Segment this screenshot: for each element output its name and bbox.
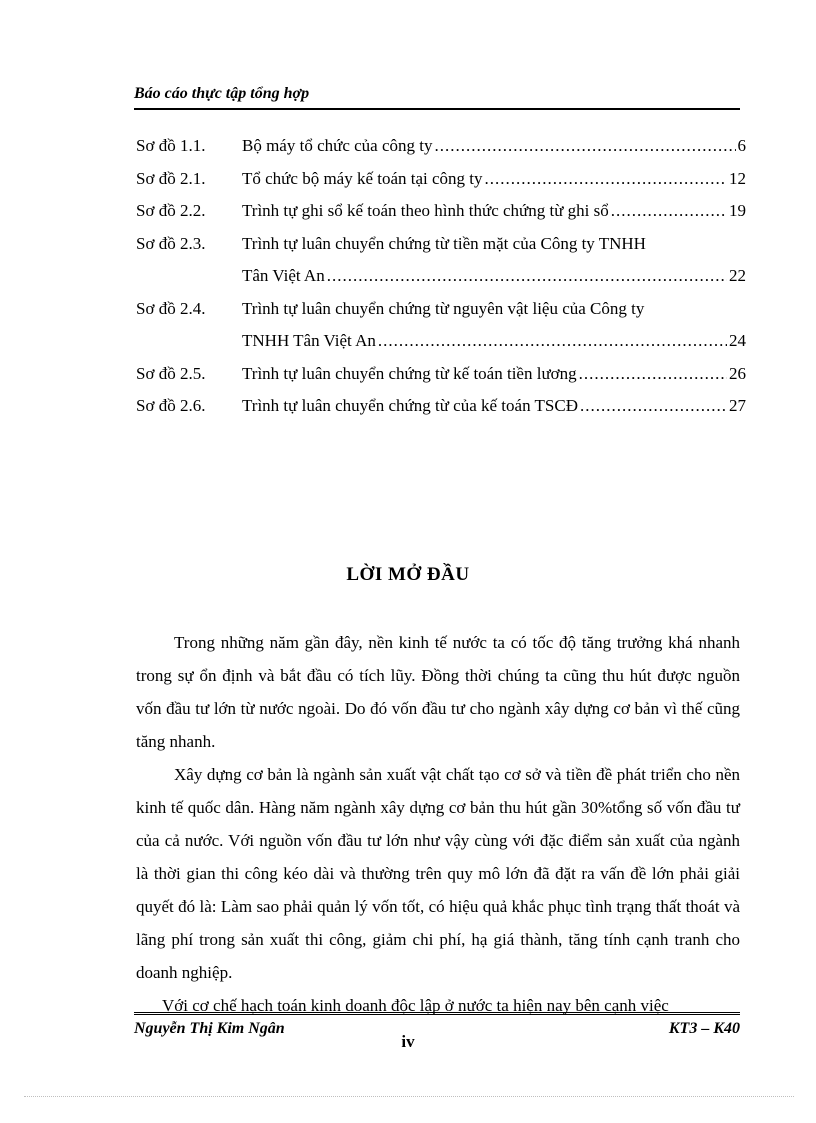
toc-leader-dots	[327, 260, 727, 293]
toc-entry-1-1[interactable]	[136, 130, 746, 163]
toc-entry-label: Sơ đồ 2.5.	[136, 363, 206, 383]
toc-entry-page: 22	[729, 266, 746, 285]
toc-entry-page: 19	[729, 201, 746, 220]
toc-entry-title: Trình tự luân chuyển chứng từ tiền mặt của Công ty TNHH	[242, 233, 646, 253]
page-bottom-divider	[24, 1096, 794, 1097]
toc-entry-2-5[interactable]	[136, 358, 746, 391]
toc-leader-dots	[378, 325, 727, 358]
toc-entry-label: Sơ đồ 2.3.	[136, 233, 206, 253]
toc-entry-2-4[interactable]	[136, 293, 746, 358]
toc-entry-title: Trình tự ghi sổ kế toán theo hình thức chứng từ ghi sổ	[242, 201, 609, 220]
toc-entry-title-continued: TNHH Tân Việt An	[242, 331, 376, 350]
toc-entry-2-3[interactable]	[136, 228, 746, 293]
paragraph: Trong những năm gần đây, nền kinh tế nước ta có tốc độ tăng trưởng khá nhanh trong sự ổn định và bắt đầu có tích lũy. Đồng thời chúng ta cũng thu hút được nguồn vốn đầu tư lớn từ nước ngoài. Do đó vốn đầu tư cho ngành xây dựng cơ bản vì thế cũng tăng nhanh.	[136, 633, 740, 751]
toc-leader-dots	[579, 358, 727, 391]
toc-entry-page: 24	[729, 331, 746, 350]
page-number: iv	[401, 1032, 415, 1051]
paragraph: Xây dựng cơ bản là ngành sản xuất vật chất tạo cơ sở và tiền đề phát triển cho nền kinh tế quốc dân. Hàng năm ngành xây dựng cơ bản thu hút gần 30%tổng số vốn đầu tư của cả nước. Với nguồn vốn đầu tư lớn như vậy cùng với đặc điểm sản xuất của ngành là thời gian thi công kéo dài và thường trên quy mô lớn đã đặt ra vấn đề lớn phải giải quyết đó là: Làm sao phải quản lý vốn tốt, có hiệu quả khắc phục tình trạng thất thoát và lãng phí trong sản xuất thi công, giảm chi phí, hạ giá thành, tăng tính cạnh tranh cho doanh nghiệp.	[136, 765, 740, 982]
toc-leader-dots	[580, 390, 727, 423]
section-heading: LỜI MỞ ĐẦU	[346, 564, 470, 585]
toc-entry-title: Bộ máy tổ chức của công ty	[242, 136, 433, 155]
toc-entry-page: 12	[729, 168, 746, 188]
toc-entry-title: Trình tự luân chuyển chứng từ kế toán tiền lương	[242, 363, 577, 383]
toc-entry-label: Sơ đồ 1.1.	[136, 136, 206, 155]
toc-entry-label: Sơ đồ 2.4.	[136, 298, 206, 318]
toc-entry-2-6[interactable]	[136, 390, 746, 423]
footer-class-code: KT3 – K40	[668, 1020, 740, 1037]
toc-entry-page: 27	[729, 396, 746, 415]
toc-entry-label: Sơ đồ 2.6.	[136, 396, 206, 415]
toc-entry-page: 6	[737, 136, 746, 155]
toc-entry-title-continued: Tân Việt An	[242, 266, 325, 285]
body-text	[136, 626, 740, 1022]
toc-entry-title: Trình tự luân chuyển chứng từ của kế toán TSCĐ	[242, 396, 578, 415]
toc-entry-title: Trình tự luân chuyển chứng từ nguyên vật liệu của Công ty	[242, 298, 645, 318]
page-header	[134, 82, 740, 110]
toc-entry-label: Sơ đồ 2.2.	[136, 201, 206, 220]
toc-entry-title: Tổ chức bộ máy kế toán tại công ty	[242, 168, 483, 188]
toc-leader-dots	[485, 163, 727, 196]
table-of-figures	[136, 130, 746, 423]
header-title: Báo cáo thực tập tổng hợp	[134, 85, 310, 102]
toc-leader-dots	[435, 130, 736, 163]
paragraph: Với cơ chế hạch toán kinh doanh độc lập ở nước ta hiện nay bên cạnh việc	[162, 996, 669, 1015]
footer-author: Nguyễn Thị Kim Ngân	[134, 1020, 285, 1037]
toc-leader-dots	[611, 195, 727, 228]
toc-entry-2-1[interactable]	[136, 163, 746, 196]
toc-entry-page: 26	[729, 363, 746, 383]
toc-entry-label: Sơ đồ 2.1.	[136, 168, 206, 188]
toc-entry-2-2[interactable]	[136, 195, 746, 228]
